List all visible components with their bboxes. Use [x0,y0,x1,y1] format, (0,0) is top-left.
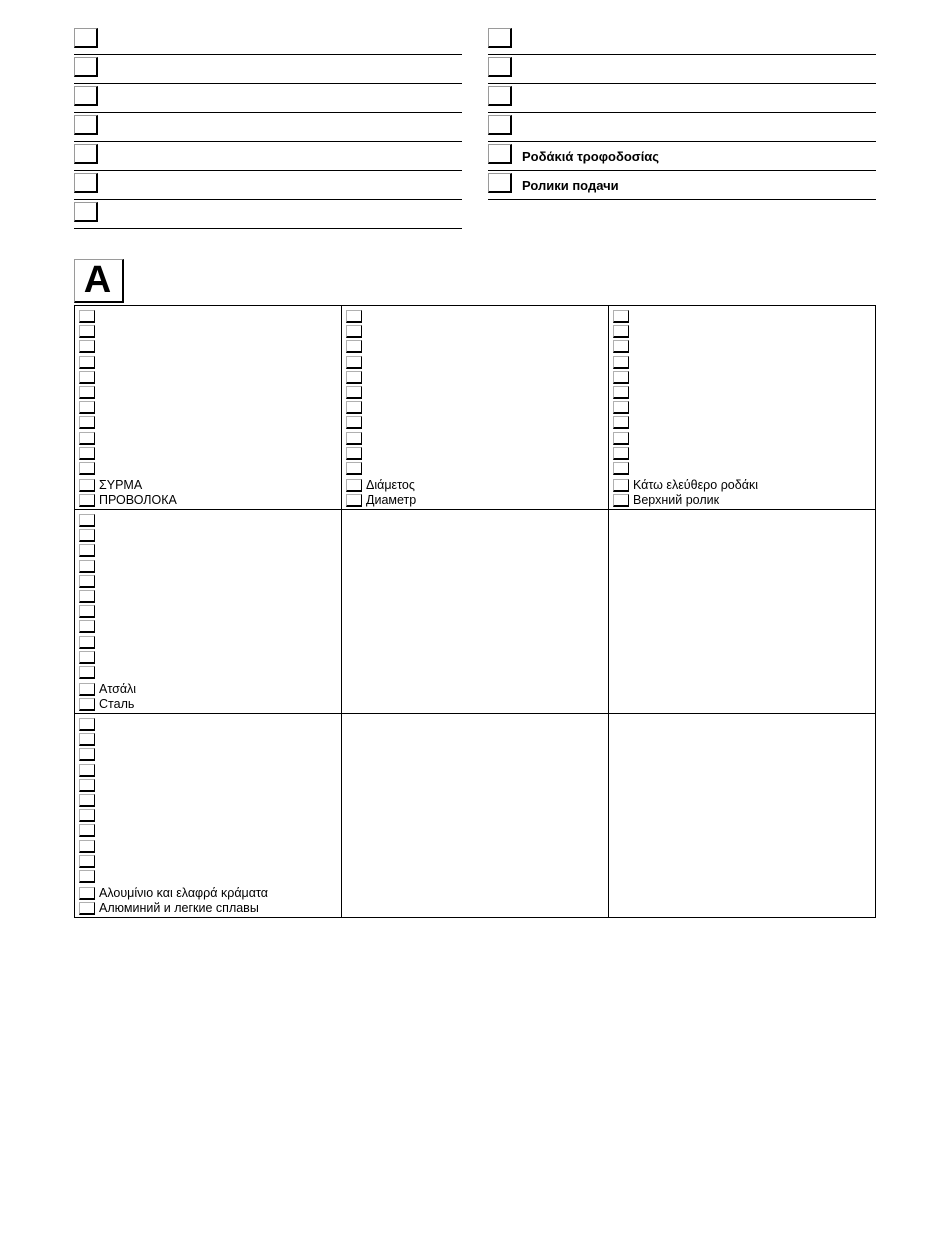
caption-text: Алюминий и легкие сплавы [99,901,259,915]
legend-box [613,340,629,353]
legend-box [613,356,629,369]
legend-box [79,733,95,746]
legend-box [613,310,629,323]
table-cell [609,306,875,509]
legend-row [74,200,462,229]
legend-box [613,447,629,460]
legend-box [79,764,95,777]
legend-box [346,479,362,492]
legend-row [74,84,462,113]
legend-box [79,683,95,696]
legend-box [79,544,95,557]
legend-box [613,325,629,338]
table-cell [609,714,875,917]
table-cell [342,714,608,917]
caption-text: Диаметр [366,493,417,507]
caption-text: Κάτω ελεύθερο ροδάκι [633,478,758,492]
legend-box [346,462,362,475]
checkbox-stack [79,310,95,477]
legend-box [79,824,95,837]
legend-box [79,794,95,807]
legend-box [79,779,95,792]
legend-box [346,386,362,399]
legend-box [488,144,512,164]
legend-box [74,173,98,193]
legend-box [79,340,95,353]
legend-box [79,590,95,603]
legend-box [488,173,512,193]
legend-box [79,416,95,429]
legend-box [79,494,95,507]
checkbox-stack [79,718,95,885]
legend-box [79,748,95,761]
legend-box [613,401,629,414]
legend-box [79,356,95,369]
legend-row [74,171,462,200]
table-cell [342,510,608,713]
legend-box [74,28,98,48]
legend-box [613,432,629,445]
legend-box [346,494,362,507]
legend-box [79,809,95,822]
legend-box [613,479,629,492]
legend-box [613,386,629,399]
table-cell [342,306,608,509]
legend-box [79,386,95,399]
caption-text: ΣΥΡΜΑ [99,478,143,492]
legend-box [79,514,95,527]
legend-box [488,28,512,48]
checkbox-stack [346,310,362,477]
legend-box [79,575,95,588]
caption-text: Ατσάλι [99,682,137,696]
caption-text: Διάμετος [366,478,415,492]
section-label-a: A [74,259,124,303]
legend-box [79,698,95,711]
legend-box [79,651,95,664]
legend-row [488,142,876,171]
table-cell [75,714,341,917]
legend-box [79,310,95,323]
legend-box [613,462,629,475]
legend-box [79,718,95,731]
legend-box [79,371,95,384]
legend-box [79,666,95,679]
legend-box [346,371,362,384]
legend-left-column [74,26,462,229]
checkbox-stack [613,310,629,477]
legend-box [488,115,512,135]
legend-box [79,560,95,573]
legend-box [346,401,362,414]
legend-right-column [488,26,876,200]
legend-box [74,144,98,164]
legend-box [613,416,629,429]
legend-row [488,26,876,55]
legend-box [79,887,95,900]
legend-box [613,371,629,384]
legend-box [488,86,512,106]
legend-row [74,142,462,171]
legend-box [346,325,362,338]
legend-row [488,113,876,142]
legend-row [488,55,876,84]
caption-text: Сталь [99,697,135,711]
legend-box [613,494,629,507]
wire-table [74,305,876,918]
legend-box [488,57,512,77]
legend-box [79,855,95,868]
legend-box [79,840,95,853]
legend-label-feed-rollers-ru: Ролики подачи [522,178,619,193]
legend-box [346,356,362,369]
legend-box [346,310,362,323]
legend-box [74,57,98,77]
legend-box [79,636,95,649]
legend-box [79,902,95,915]
table-cell [609,510,875,713]
legend-row [74,55,462,84]
legend-box [79,325,95,338]
caption-text: ПРОВОЛОКА [99,493,177,507]
legend-box [74,115,98,135]
legend-box [346,447,362,460]
caption-text: Верхний ролик [633,493,720,507]
caption-text: Αλουμίνιο και ελαφρά κράματα [99,886,268,900]
legend-box [79,479,95,492]
legend-box [79,870,95,883]
legend-box [79,401,95,414]
legend-box [79,462,95,475]
legend-row [488,84,876,113]
table-cell [75,510,341,713]
legend-box [79,432,95,445]
legend-row [74,113,462,142]
legend-box [346,416,362,429]
legend-row [74,26,462,55]
legend-box [79,605,95,618]
legend-box [346,432,362,445]
legend-row [488,171,876,200]
legend-box [79,447,95,460]
legend-box [346,340,362,353]
table-cell [75,306,341,509]
legend-box [74,86,98,106]
checkbox-stack [79,514,95,681]
legend-label-feed-rollers-el: Ροδάκιά τροφοδοσίας [522,149,660,164]
legend-box [74,202,98,222]
legend-box [79,529,95,542]
legend-box [79,620,95,633]
